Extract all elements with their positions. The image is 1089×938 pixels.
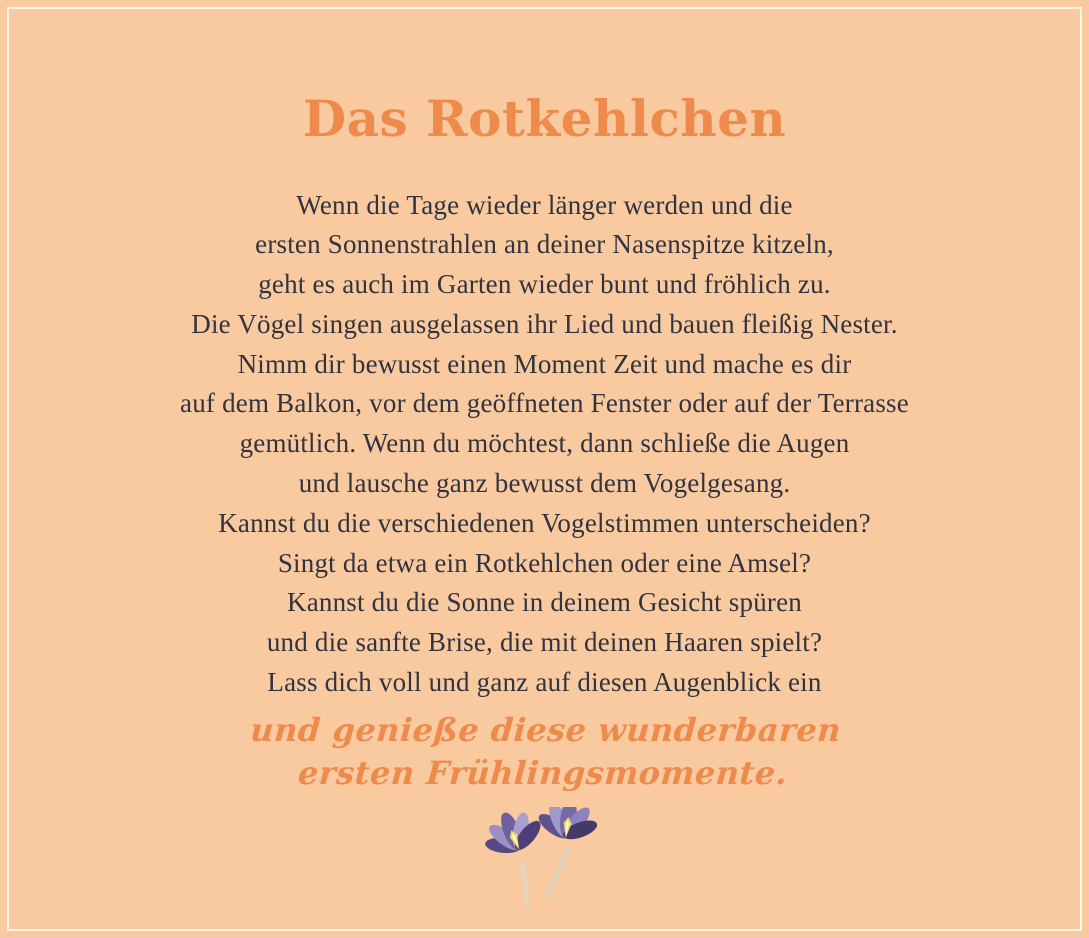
script-line: ersten Frühlingsmomente. bbox=[297, 753, 789, 792]
body-line: Kannst du die Sonne in deinem Gesicht spüren bbox=[287, 587, 802, 618]
body-line: geht es auch im Garten wieder bunt und fröhlich zu. bbox=[258, 269, 831, 300]
body-line: Lass dich voll und ganz auf diesen Augenblick ein bbox=[267, 667, 822, 698]
body-line: Wenn die Tage wieder länger werden und die bbox=[296, 189, 793, 220]
body-line: gemütlich. Wenn du möchtest, dann schließe die Augen bbox=[239, 428, 850, 459]
body-line: Singt da etwa ein Rotkehlchen oder eine Amsel? bbox=[277, 547, 812, 578]
body-line: und lausche ganz bewusst dem Vogelgesang. bbox=[298, 468, 791, 499]
page-title: Das Rotkehlchen bbox=[302, 89, 787, 148]
closing-script-text bbox=[246, 709, 843, 795]
body-paragraph bbox=[180, 186, 909, 703]
body-line: ersten Sonnenstrahlen an deiner Nasenspitze kitzeln, bbox=[255, 229, 834, 260]
body-line: Nimm dir bewusst einen Moment Zeit und mache es dir bbox=[237, 348, 852, 379]
crocus-flowers-illustration bbox=[470, 807, 620, 907]
script-line: und genieße diese wunderbaren bbox=[249, 710, 843, 749]
body-line: und die sanfte Brise, die mit deinen Haaren spielt? bbox=[266, 627, 823, 658]
body-line: auf dem Balkon, vor dem geöffneten Fenster oder auf der Terrasse bbox=[180, 388, 909, 419]
body-line: Kannst du die verschiedenen Vogelstimmen unterscheiden? bbox=[218, 507, 871, 538]
body-line: Die Vögel singen ausgelassen ihr Lied und bauen fleißig Nester. bbox=[191, 308, 898, 339]
